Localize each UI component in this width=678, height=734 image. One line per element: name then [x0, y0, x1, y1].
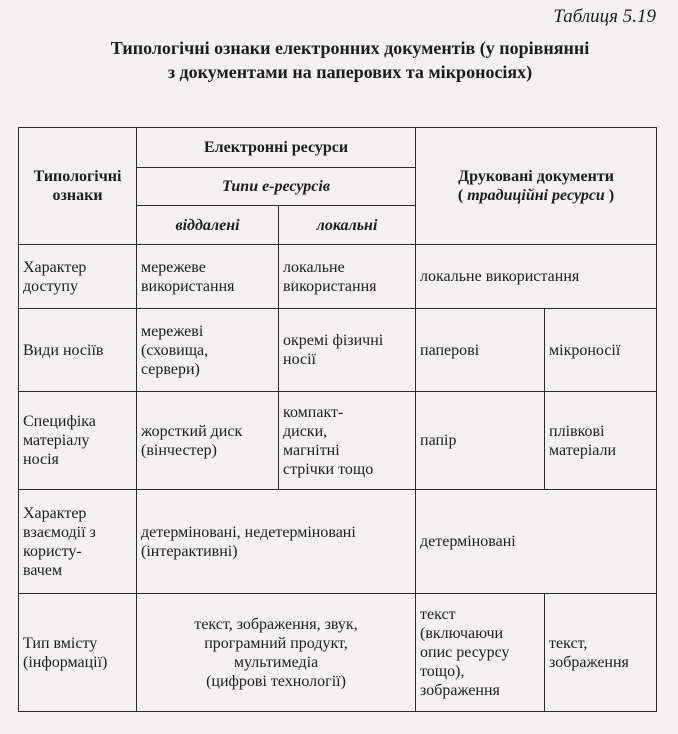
row-label-content-type: Тип вмісту (інформації) [19, 594, 137, 712]
table-row [19, 392, 657, 490]
table-title [40, 36, 660, 84]
cell-content-micro: текст, зображення [545, 594, 657, 712]
table-row [19, 490, 657, 594]
cell-media-remote: мережеві (сховища, сервери) [137, 309, 279, 392]
cell-access-printed: локальне використання [416, 245, 657, 309]
header-printed-documents: Друковані документи ( традиційні ресурси ) [416, 128, 657, 245]
cell-interaction-printed: детерміновані [416, 490, 657, 594]
header-remote: віддалені [137, 206, 279, 245]
cell-material-paper: папір [416, 392, 545, 490]
table-caption: Таблиця 5.19 [553, 6, 656, 27]
table-row [19, 245, 657, 309]
row-label-material: Специфіка матеріалу носія [19, 392, 137, 490]
cell-media-paper: паперові [416, 309, 545, 392]
cell-material-local: компакт- диски, магнітні стрічки тощо [279, 392, 416, 490]
cell-interaction-electronic: детерміновані, недетерміновані (інтерактивні) [137, 490, 416, 594]
table-row [19, 594, 657, 712]
row-label-interaction: Характер взаємодії з користу- вачем [19, 490, 137, 594]
cell-access-remote: мережеве використання [137, 245, 279, 309]
cell-material-remote: жорсткий диск (вінчестер) [137, 392, 279, 490]
typology-table [18, 127, 657, 712]
table-row [19, 309, 657, 392]
table-title-line-1: Типологічні ознаки електронних документів (у порівнянні [110, 38, 590, 58]
header-local: локальні [279, 206, 416, 245]
header-electronic-resources: Електронні ресурси [137, 128, 416, 168]
table-title-line-2: з документами на паперових та мікроносіях) [167, 62, 533, 82]
cell-media-local: окремі фізичні носії [279, 309, 416, 392]
cell-content-electronic: текст, зображення, звук, програмний продукт, мультимедіа (цифрові технології) [137, 594, 416, 712]
header-typological-features: Типологічні ознаки [19, 128, 137, 245]
cell-content-paper: текст (включаючи опис ресурсу тощо), зображення [416, 594, 545, 712]
row-label-access: Характер доступу [19, 245, 137, 309]
header-e-resource-types: Типи е-ресурсів [137, 168, 416, 206]
cell-media-micro: мікроносії [545, 309, 657, 392]
row-label-media: Види носіїв [19, 309, 137, 392]
cell-access-local: локальне використання [279, 245, 416, 309]
cell-material-micro: плівкові матеріали [545, 392, 657, 490]
